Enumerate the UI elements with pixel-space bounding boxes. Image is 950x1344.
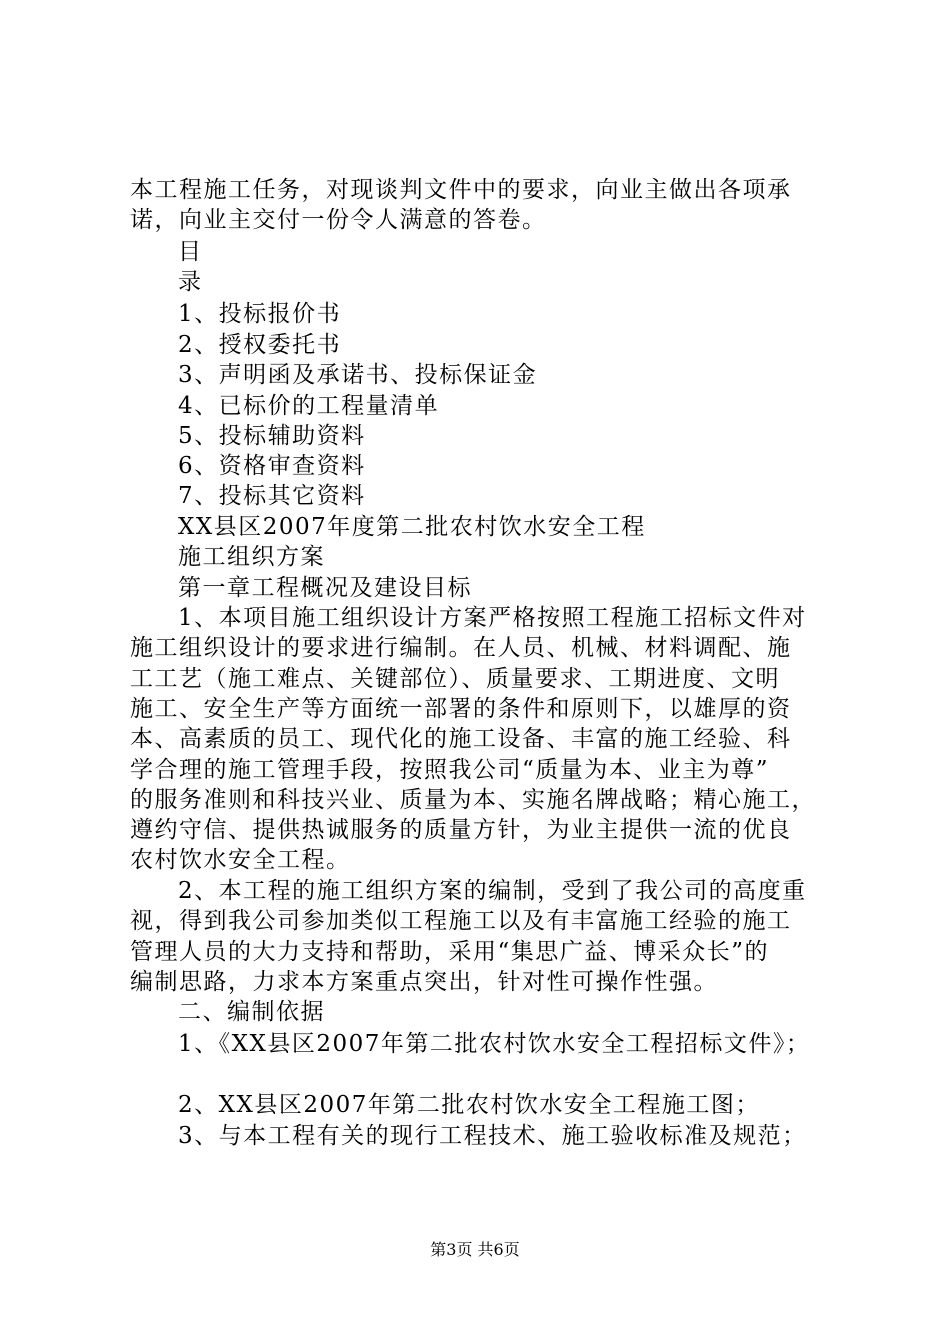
toc-item: 7、投标其它资料	[178, 483, 366, 509]
toc-item: 4、已标价的工程量清单	[178, 393, 440, 419]
paragraph-line: 管理人员的大力支持和帮助，采用“集思广益、博采众长”的	[130, 939, 770, 965]
paragraph-line: 学合理的施工管理手段，按照我公司“质量为本、业主为尊”	[130, 757, 770, 783]
basis-item: 3、与本工程有关的现行工程技术、施工验收标准及规范；	[178, 1123, 807, 1149]
paragraph-line: 施工组织设计的要求进行编制。在人员、机械、材料调配、施	[130, 635, 792, 661]
toc-item: 2、授权委托书	[178, 332, 342, 358]
toc-item: 5、投标辅助资料	[178, 423, 366, 449]
page-footer: 第3页 共6页	[430, 1240, 520, 1259]
paragraph-line: 农村饮水安全工程。	[130, 847, 351, 873]
paragraph-line: 编制思路，力求本方案重点突出，针对性可操作性强。	[130, 969, 718, 995]
basis-item: 1、《XX县区2007年第二批农村饮水安全工程招标文件》；	[178, 1031, 811, 1057]
paragraph-line: 施工、安全生产等方面统一部署的条件和原则下，以雄厚的资	[130, 696, 792, 722]
paragraph-line: 工工艺（施工难点、关键部位）、质量要求、工期进度、文明	[130, 666, 780, 692]
basis-item: 2、XX县区2007年第二批农村饮水安全工程施工图；	[178, 1092, 760, 1118]
toc-item: 3、声明函及承诺书、投标保证金	[178, 362, 538, 388]
paragraph-line: 2、本工程的施工组织方案的编制，受到了我公司的高度重	[178, 878, 807, 904]
paragraph-line: 视，得到我公司参加类似工程施工以及有丰富施工经验的施工	[130, 908, 792, 934]
paragraph-line: 本工程施工任务，对现谈判文件中的要求，向业主做出各项承	[130, 177, 792, 203]
toc-item: 1、投标报价书	[178, 301, 342, 327]
project-title-line: XX县区2007年度第二批农村饮水安全工程	[178, 514, 646, 540]
toc-item: 6、资格审查资料	[178, 453, 366, 479]
toc-heading-line: 目	[178, 239, 203, 265]
paragraph-line: 遵约守信、提供热诚服务的质量方针，为业主提供一流的优良	[130, 817, 792, 843]
paragraph-line: 本、高素质的员工、现代化的施工设备、丰富的施工经验、科	[130, 726, 792, 752]
paragraph-line: 诺，向业主交付一份令人满意的答卷。	[130, 207, 547, 233]
section-heading: 二、编制依据	[178, 999, 325, 1025]
paragraph-line: 1、本项目施工组织设计方案严格按照工程施工招标文件对	[178, 605, 807, 631]
project-subtitle-line: 施工组织方案	[178, 544, 325, 570]
toc-heading-line: 录	[178, 269, 203, 295]
chapter-heading: 第一章工程概况及建设目标	[178, 575, 472, 601]
paragraph-line: 的服务准则和科技兴业、质量为本、实施名牌战略；精心施工，	[130, 787, 816, 813]
